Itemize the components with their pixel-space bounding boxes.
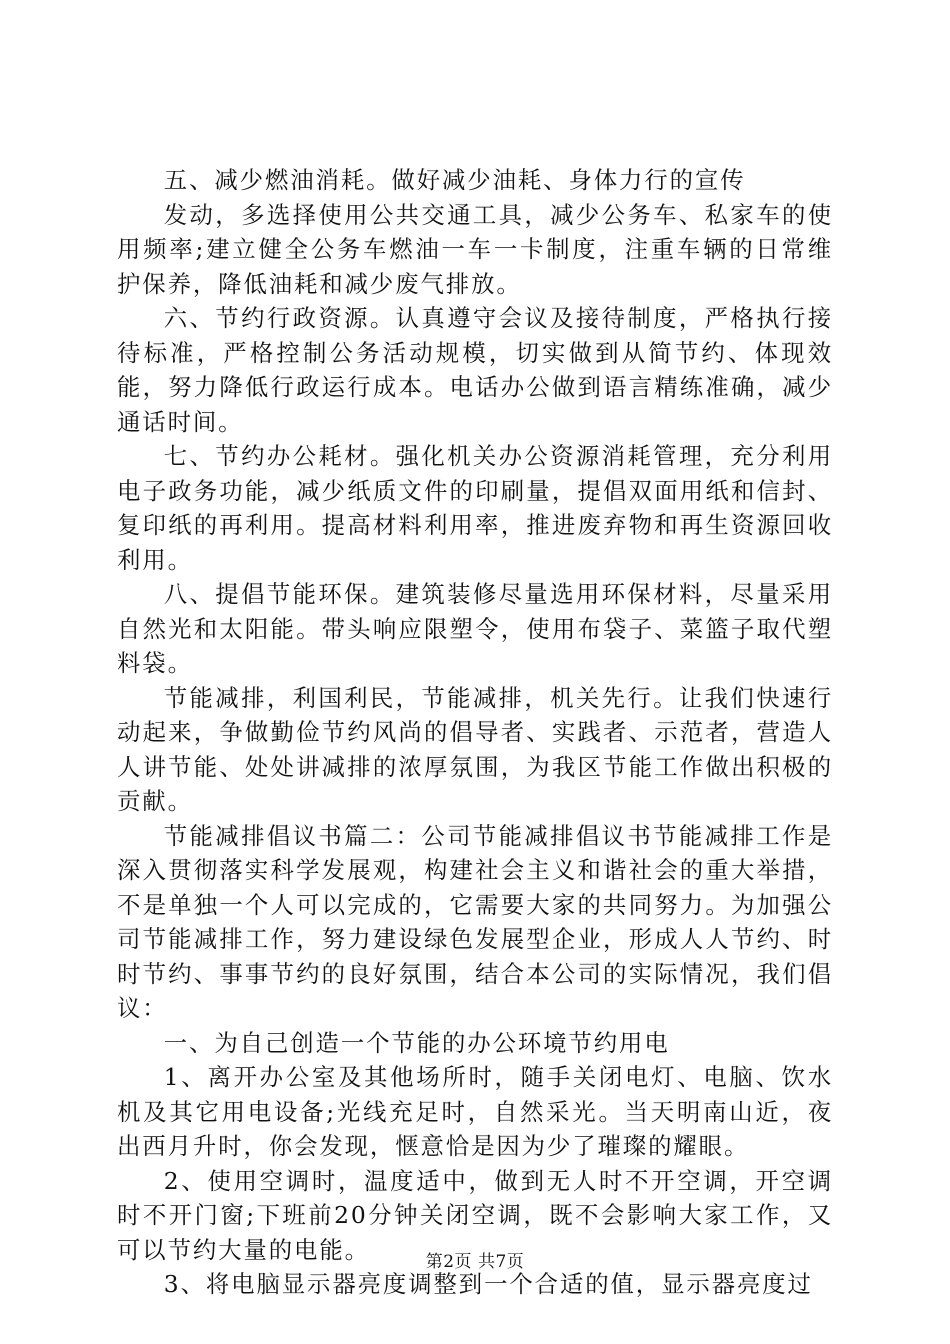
paragraph-point-2: 2、使用空调时，温度适中，做到无人时不开空调，开空调时不开门窗;下班前20分钟关闭空调，既不会影响大家工作，又可以节约大量的电能。 bbox=[117, 1166, 833, 1264]
page-number-footer: 第2页 共7页 bbox=[425, 1252, 525, 1272]
paragraph-item-8: 八、提倡节能环保。建筑装修尽量选用环保材料，尽量采用自然光和太阳能。带头响应限塑令，使用布袋子、菜篮子取代塑料袋。 bbox=[117, 580, 833, 677]
paragraph-item-6: 六、节约行政资源。认真遵守会议及接待制度，严格执行接待标准，严格控制公务活动规模，切实做到从简节约、体现效能，努力降低行政运行成本。电话办公做到语言精练准确，减少通话时间。 bbox=[117, 304, 833, 436]
paragraph-closing: 节能减排，利国利民，节能减排，机关先行。让我们快速行动起来，争做勤俭节约风尚的倡导者、实践者、示范者，营造人人讲节能、处处讲减排的浓厚氛围，为我区节能工作做出积极的贡献。 bbox=[117, 683, 833, 815]
paragraph-point-1: 1、离开办公室及其他场所时，随手关闭电灯、电脑、饮水机及其它用电设备;光线充足时，自然采光。当天明南山近，夜出西月升时，你会发现，惬意恰是因为少了璀璨的耀眼。 bbox=[117, 1063, 833, 1160]
paragraph-item-5-continued: 发动，多选择使用公共交通工具，减少公务车、私家车的使用频率;建立健全公务车燃油一车一卡制度，注重车辆的日常维护保养，降低油耗和减少废气排放。 bbox=[117, 200, 833, 298]
paragraph-item-5: 五、减少燃油消耗。做好减少油耗、身体力行的宣传 bbox=[163, 166, 746, 194]
paragraph-point-3: 3、将电脑显示器亮度调整到一个合适的值，显示器亮度过 bbox=[163, 1270, 813, 1298]
paragraph-section-one-heading: 一、为自己创造一个节能的办公环境节约用电 bbox=[163, 1028, 670, 1057]
document-body bbox=[117, 163, 833, 1302]
paragraph-item-7: 七、节约办公耗材。强化机关办公资源消耗管理，充分利用电子政务功能，减少纸质文件的印刷量，提倡双面用纸和信封、复印纸的再利用。提高材料利用率，推进废弃物和再生资源回收利用。 bbox=[117, 442, 833, 574]
paragraph-part-two-intro: 节能减排倡议书篇二：公司节能减排倡议书节能减排工作是深入贯彻落实科学发展观，构建社会主义和谐社会的重大举措，不是单独一个人可以完成的，它需要大家的共同努力。为加强公司节能减排工作，努力建设绿色发展型企业，形成人人节约、时时节约、事事节约的良好氛围，结合本公司的实际情况，我们倡议： bbox=[117, 821, 833, 1022]
